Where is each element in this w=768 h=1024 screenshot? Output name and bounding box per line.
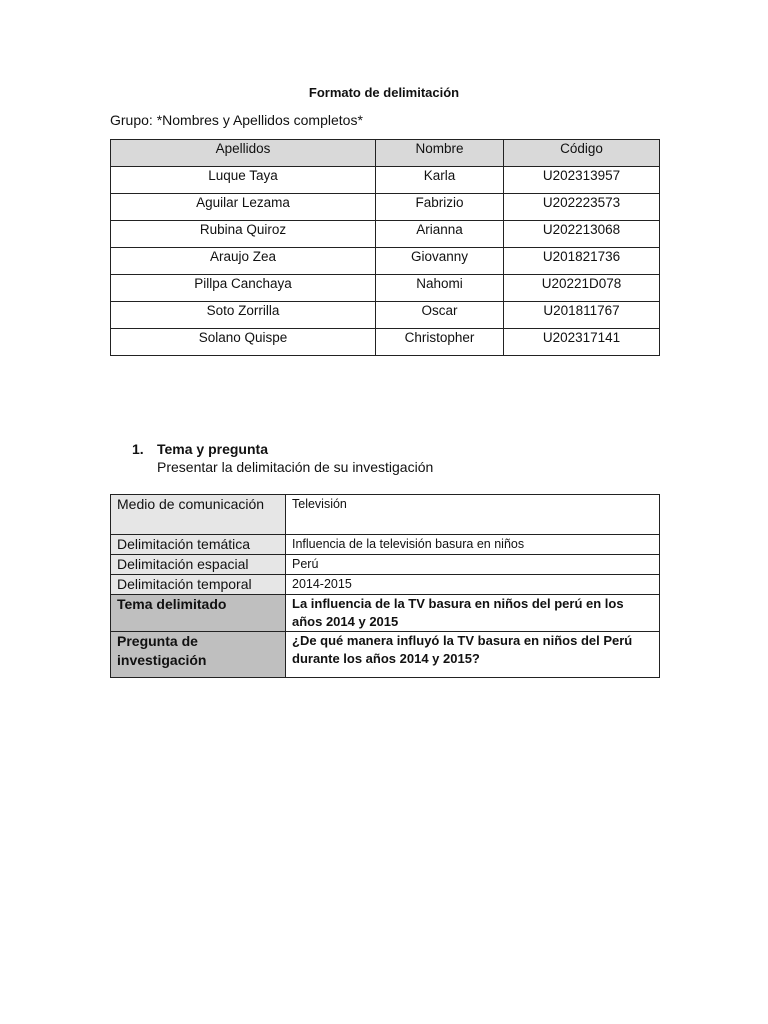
section-title: Tema y pregunta [157,441,268,457]
cell-nombre: Arianna [376,221,504,248]
cell-codigo: U202317141 [504,329,660,356]
row-label: Tema delimitado [111,595,286,632]
section-subtitle: Presentar la delimitación de su investigación [157,459,434,475]
row-value: La influencia de la TV basura en niños del perú en los años 2014 y 2015 [286,595,660,632]
cell-codigo: U202213068 [504,221,660,248]
row-value: 2014-2015 [286,575,660,595]
cell-apellidos: Araujo Zea [111,248,376,275]
table-row [111,329,660,356]
cell-apellidos: Soto Zorrilla [111,302,376,329]
cell-apellidos: Aguilar Lezama [111,194,376,221]
cell-nombre: Christopher [376,329,504,356]
header-nombre: Nombre [376,140,504,167]
members-header-row [111,140,660,167]
table-row [111,595,660,632]
table-row [111,221,660,248]
cell-codigo: U201811767 [504,302,660,329]
header-codigo: Código [504,140,660,167]
row-value: ¿De qué manera influyó la TV basura en niños del Perú durante los años 2014 y 2015? [286,632,660,678]
table-row [111,495,660,535]
cell-nombre: Karla [376,167,504,194]
table-row [111,302,660,329]
cell-apellidos: Pillpa Canchaya [111,275,376,302]
cell-nombre: Giovanny [376,248,504,275]
section-number: 1. [132,441,144,457]
delimitation-table [110,494,660,678]
cell-apellidos: Solano Quispe [111,329,376,356]
cell-codigo: U202313957 [504,167,660,194]
cell-apellidos: Rubina Quiroz [111,221,376,248]
row-value: Influencia de la televisión basura en niños [286,535,660,555]
table-row [111,575,660,595]
table-row [111,275,660,302]
row-label: Delimitación temporal [111,575,286,595]
header-apellidos: Apellidos [111,140,376,167]
row-value: Televisión [286,495,660,535]
cell-nombre: Oscar [376,302,504,329]
row-label: Delimitación temática [111,535,286,555]
cell-codigo: U202223573 [504,194,660,221]
cell-nombre: Nahomi [376,275,504,302]
table-row [111,535,660,555]
row-label: Delimitación espacial [111,555,286,575]
table-row [111,167,660,194]
table-row [111,555,660,575]
row-value: Perú [286,555,660,575]
row-label: Medio de comunicación [111,495,286,535]
group-line: Grupo: *Nombres y Apellidos completos* [110,112,363,128]
cell-codigo: U201821736 [504,248,660,275]
cell-codigo: U20221D078 [504,275,660,302]
cell-apellidos: Luque Taya [111,167,376,194]
row-label: Pregunta de investigación [111,632,286,678]
table-row [111,632,660,678]
document-title: Formato de delimitación [308,85,460,100]
table-row [111,194,660,221]
cell-nombre: Fabrizio [376,194,504,221]
members-table [110,139,660,356]
table-row [111,248,660,275]
